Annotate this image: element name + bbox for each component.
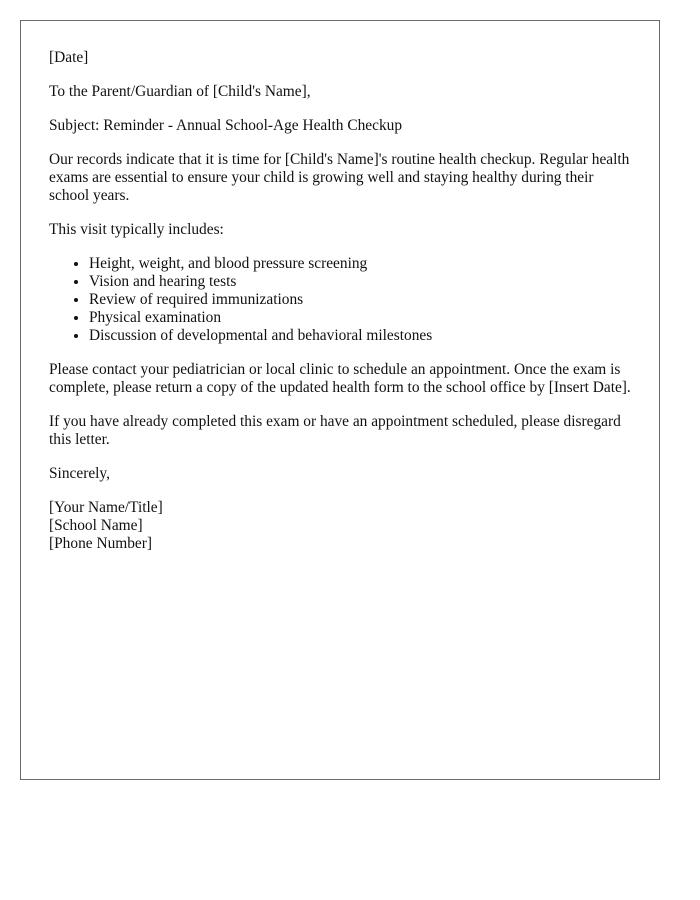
list-item: • Review of required immunizations	[89, 291, 631, 309]
checkup-items-list	[49, 255, 631, 345]
letter-instructions-paragraph: Please contact your pediatrician or local clinic to schedule an appointment. Once the exam is complete, please return a copy of the updated health form to the school office by [Insert Date].	[49, 361, 631, 396]
signature-name-title: [Your Name/Title]	[49, 499, 163, 516]
signature-block	[49, 499, 631, 553]
list-item: • Vision and hearing tests	[89, 273, 631, 291]
letter-closing: Sincerely,	[49, 465, 110, 482]
letter-list-intro: This visit typically includes:	[49, 221, 224, 238]
letter-page	[20, 20, 660, 780]
letter-intro-paragraph: Our records indicate that it is time for [Child's Name]'s routine health checkup. Regular health exams are essential to ensure your child is growing well and staying healthy during their school years.	[49, 151, 630, 204]
list-item: • Discussion of developmental and behavioral milestones	[89, 327, 631, 345]
letter-date: [Date]	[49, 49, 89, 66]
signature-phone: [Phone Number]	[49, 535, 153, 552]
list-item: • Physical examination	[89, 309, 631, 327]
letter-salutation: To the Parent/Guardian of [Child's Name],	[49, 83, 311, 100]
letter-disregard-paragraph: If you have already completed this exam or have an appointment scheduled, please disregard this letter.	[49, 413, 621, 448]
letter-subject: Subject: Reminder - Annual School-Age Health Checkup	[49, 117, 403, 134]
signature-school-name: [School Name]	[49, 517, 143, 534]
list-item: • Height, weight, and blood pressure screening	[89, 255, 631, 273]
